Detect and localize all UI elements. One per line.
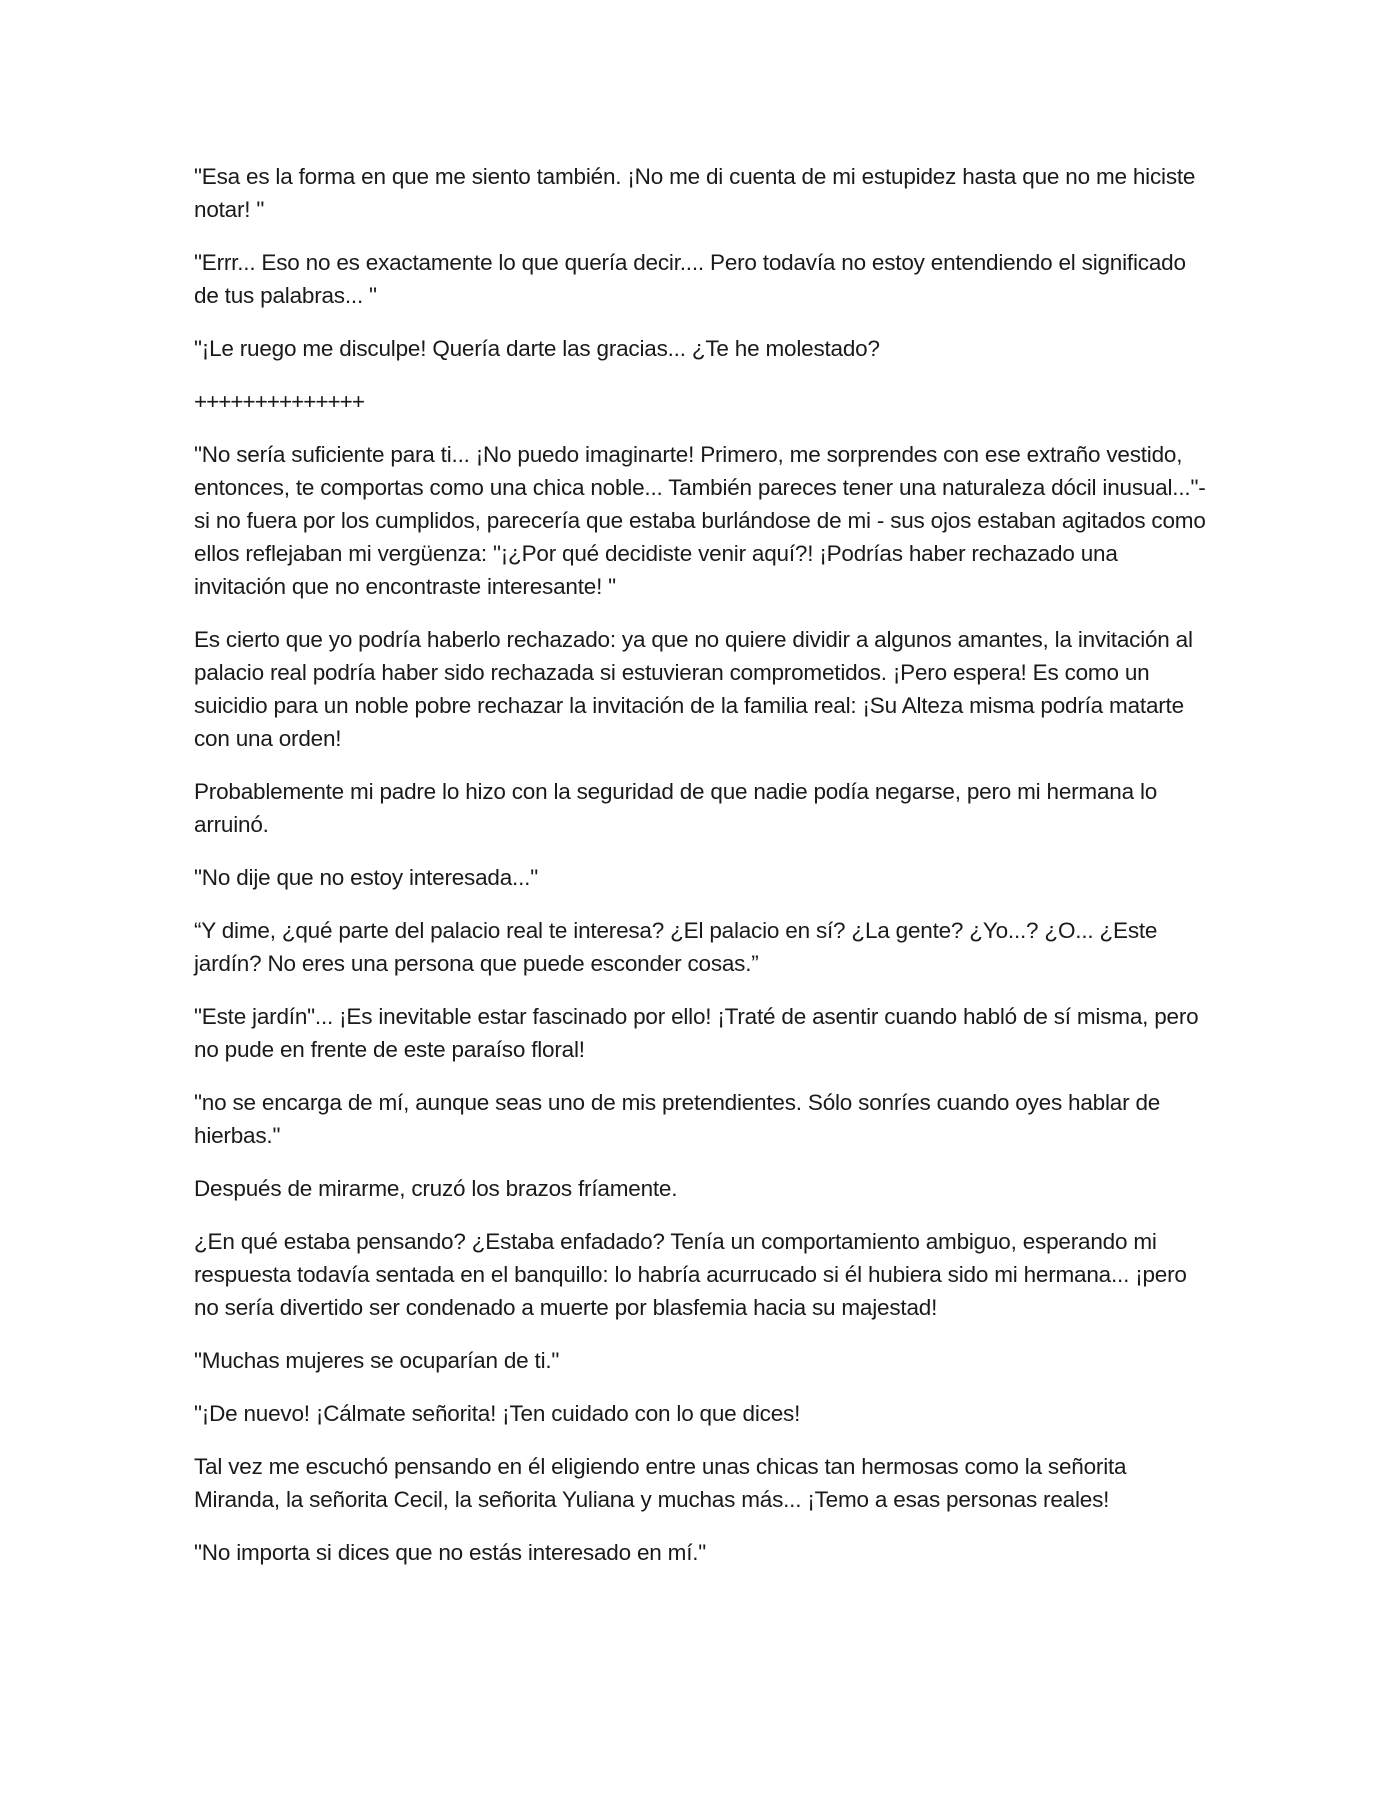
paragraph: "¡De nuevo! ¡Cálmate señorita! ¡Ten cuidado con lo que dices! (194, 1401, 801, 1426)
paragraph: ¿En qué estaba pensando? ¿Estaba enfadado? Tenía un comportamiento ambiguo, esperando mi respuesta todavía sentada en el banquillo: lo habría acurrucado si él hubiera sido mi hermana... ¡pero no sería divertido ser condenado a muerte por blasfemia hacia su majestad! (194, 1229, 1187, 1320)
paragraph: Después de mirarme, cruzó los brazos fríamente. (194, 1176, 678, 1201)
paragraph: "¡Le ruego me disculpe! Quería darte las gracias... ¿Te he molestado? (194, 336, 880, 361)
paragraph: Tal vez me escuchó pensando en él eligiendo entre unas chicas tan hermosas como la señorita Miranda, la señorita Cecil, la señorita Yuliana y muchas más... ¡Temo a esas personas reales! (194, 1454, 1127, 1512)
paragraph: "No sería suficiente para ti... ¡No puedo imaginarte! Primero, me sorprendes con ese extraño vestido, entonces, te comportas como una chica noble... También pareces tener una naturaleza dócil inusual..."- si no fuera por los cumplidos, parecería que estaba burlándose de mi - sus ojos estaban agitados como ellos reflejaban mi vergüenza: "¡¿Por qué decidiste venir aquí?! ¡Podrías haber rechazado una invitación que no encontraste interesante! " (194, 442, 1206, 599)
paragraph: "no se encarga de mí, aunque seas uno de mis pretendientes. Sólo sonríes cuando oyes hablar de hierbas." (194, 1090, 1161, 1148)
paragraph: Es cierto que yo podría haberlo rechazado: ya que no quiere dividir a algunos amantes, la invitación al palacio real podría haber sido rechazada si estuvieran comprometidos. ¡Pero espera! Es como un suicidio para un noble pobre rechazar la invitación de la familia real: ¡Su Alteza misma podría matarte con una orden! (194, 627, 1193, 751)
paragraph: "Este jardín"... ¡Es inevitable estar fascinado por ello! ¡Traté de asentir cuando habló de sí misma, pero no pude en frente de este paraíso floral! (194, 1004, 1199, 1062)
paragraph: "Esa es la forma en que me siento también. ¡No me di cuenta de mi estupidez hasta que no me hiciste notar! " (194, 164, 1196, 222)
paragraph: Probablemente mi padre lo hizo con la seguridad de que nadie podía negarse, pero mi hermana lo arruinó. (194, 779, 1158, 837)
paragraph: "Muchas mujeres se ocuparían de ti." (194, 1348, 560, 1373)
document-page (194, 160, 1214, 1589)
paragraph: "No importa si dices que no estás interesado en mí." (194, 1540, 707, 1565)
paragraph: “Y dime, ¿qué parte del palacio real te interesa? ¿El palacio en sí? ¿La gente? ¿Yo...? ¿O... ¿Este jardín? No eres una persona que puede esconder cosas.” (194, 918, 1158, 976)
paragraph: "No dije que no estoy interesada..." (194, 865, 538, 890)
paragraph: "Errr... Eso no es exactamente lo que quería decir.... Pero todavía no estoy entendiendo el significado de tus palabras... " (194, 250, 1186, 308)
section-separator: ++++++++++++++ (194, 389, 364, 414)
